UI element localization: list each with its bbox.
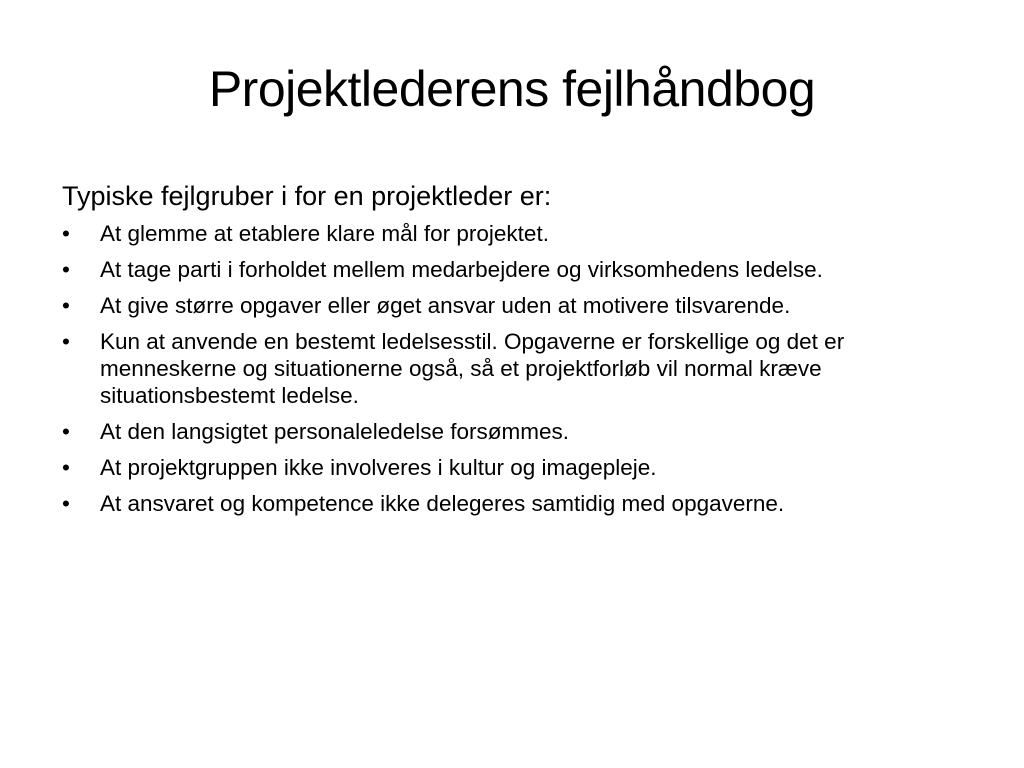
bullet-dot-icon: • bbox=[62, 491, 70, 517]
bullet-item bbox=[62, 292, 972, 319]
bullet-text: At den langsigtet personaleledelse forsømmes. bbox=[100, 419, 569, 445]
bullet-text: At give større opgaver eller øget ansvar uden at motivere tilsvarende. bbox=[100, 293, 791, 319]
bullet-dot-icon: • bbox=[62, 257, 70, 283]
slide-content bbox=[62, 180, 972, 526]
slide-title: Projektlederens fejlhåndbog bbox=[208, 61, 816, 117]
bullet-text: At projektgruppen ikke involveres i kultur og imagepleje. bbox=[100, 455, 657, 481]
bullet-dot-icon: • bbox=[62, 221, 70, 247]
bullet-text: At ansvaret og kompetence ikke delegeres samtidig med opgaverne. bbox=[100, 491, 785, 517]
bullet-item bbox=[62, 490, 972, 517]
bullet-dot-icon: • bbox=[62, 329, 70, 355]
bullet-text: At glemme at etablere klare mål for projektet. bbox=[100, 221, 549, 247]
bullet-item bbox=[62, 220, 972, 247]
bullet-item bbox=[62, 256, 972, 283]
bullet-text: At tage parti i forholdet mellem medarbejdere og virksomhedens ledelse. bbox=[100, 257, 823, 283]
bullet-item bbox=[62, 418, 972, 445]
bullet-item bbox=[62, 328, 972, 409]
intro-text: Typiske fejlgruber i for en projektleder er: bbox=[62, 181, 552, 211]
bullet-dot-icon: • bbox=[62, 455, 70, 481]
bullet-dot-icon: • bbox=[62, 419, 70, 445]
bullet-text: Kun at anvende en bestemt ledelsesstil. Opgaverne er forskellige og det er menneskerne og situationerne også, så et projektforløb vil normal kræve situationsbestemt ledelse. bbox=[100, 329, 845, 409]
bullet-item bbox=[62, 454, 972, 481]
bullet-list bbox=[62, 220, 972, 517]
bullet-dot-icon: • bbox=[62, 293, 70, 319]
